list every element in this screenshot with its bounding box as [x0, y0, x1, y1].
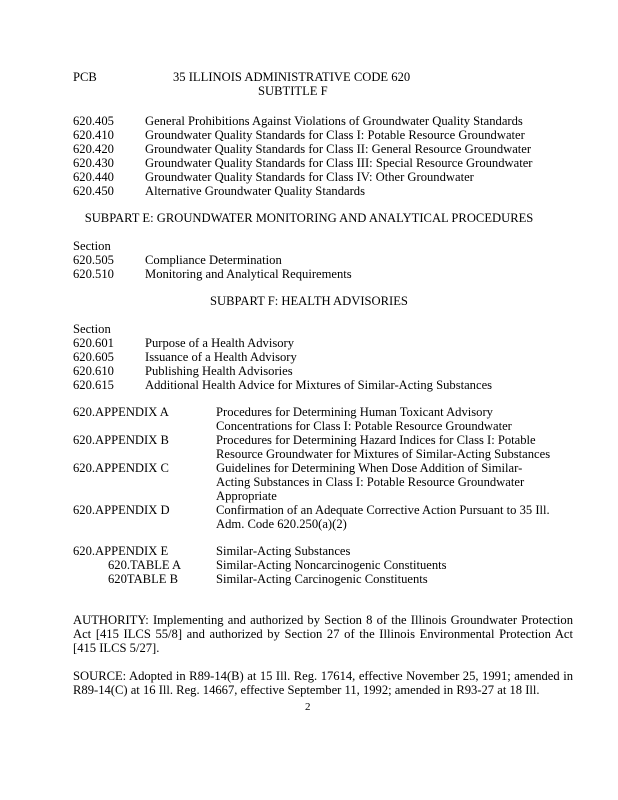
- subpart-e-title: SUBPART E: GROUNDWATER MONITORING AND ANALYTICAL PROCEDURES: [84, 211, 534, 225]
- appendix-label: 620.APPENDIX E: [73, 544, 169, 558]
- appendix-line: Adm. Code 620.250(a)(2): [216, 517, 347, 531]
- appendix-line: Confirmation of an Adequate Corrective Action Pursuant to 35 Ill.: [216, 503, 550, 517]
- section-number: 620.430: [73, 156, 114, 170]
- section-number: 620.505: [73, 253, 114, 267]
- section-title: Issuance of a Health Advisory: [145, 350, 297, 364]
- table-title: Similar-Acting Carcinogenic Constituents: [216, 572, 428, 586]
- appendix-label: 620.APPENDIX D: [73, 503, 170, 517]
- section-title: Groundwater Quality Standards for Class II: General Resource Groundwater: [145, 142, 532, 156]
- section-number: 620.420: [73, 142, 114, 156]
- section-number: 620.610: [73, 364, 114, 378]
- appendix-line: Appropriate: [216, 489, 277, 503]
- appendix-line: Guidelines for Determining When Dose Addition of Similar-: [216, 461, 523, 475]
- section-number: 620.601: [73, 336, 114, 350]
- section-number: 620.405: [73, 114, 114, 128]
- appendix-line: Procedures for Determining Hazard Indices for Class I: Potable: [216, 433, 536, 447]
- subpart-f-title: SUBPART F: HEALTH ADVISORIES: [210, 294, 408, 308]
- section-label: Section: [73, 239, 111, 253]
- appendix-line: Acting Substances in Class I: Potable Resource Groundwater: [216, 475, 525, 489]
- section-title: Purpose of a Health Advisory: [145, 336, 295, 350]
- header-left: PCB: [73, 70, 97, 84]
- table-title: Similar-Acting Noncarcinogenic Constituents: [216, 558, 447, 572]
- appendix-line: Concentrations for Class I: Potable Resource Groundwater: [216, 419, 512, 433]
- table-label: 620.TABLE A: [108, 558, 182, 572]
- appendix-line: Similar-Acting Substances: [216, 544, 351, 558]
- section-title: Additional Health Advice for Mixtures of Similar-Acting Substances: [145, 378, 493, 392]
- page-number: 2: [305, 701, 311, 713]
- table-label: 620TABLE B: [108, 572, 179, 586]
- appendix-label: 620.APPENDIX C: [73, 461, 169, 475]
- appendix-label: 620.APPENDIX B: [73, 433, 169, 447]
- source-paragraph: SOURCE: Adopted in R89-14(B) at 15 Ill. Reg. 17614, effective November 25, 1991; amended in R89-14(C) at 16 Ill. Reg. 14667, effective September 11, 1992; amended in R93-27 at 18 Ill.: [73, 669, 573, 697]
- appendix-label: 620.APPENDIX A: [73, 405, 169, 419]
- section-title: Groundwater Quality Standards for Class III: Special Resource Groundwater: [145, 156, 533, 170]
- authority-paragraph: AUTHORITY: Implementing and authorized by Section 8 of the Illinois Groundwater Protection Act [415 ILCS 55/8] and authorized by Section 27 of the Illinois Environmental Protection Act [415 ILCS 5/27].: [73, 613, 573, 655]
- appendix-line: Procedures for Determining Human Toxicant Advisory: [216, 405, 493, 419]
- header-subtitle: SUBTITLE F: [258, 84, 328, 98]
- section-number: 620.450: [73, 184, 114, 198]
- appendix-line: Resource Groundwater for Mixtures of Similar-Acting Substances: [216, 447, 551, 461]
- header-code: 35 ILLINOIS ADMINISTRATIVE CODE 620: [173, 70, 411, 84]
- section-title: Compliance Determination: [145, 253, 282, 267]
- section-number: 620.615: [73, 378, 114, 392]
- section-number: 620.440: [73, 170, 114, 184]
- section-label: Section: [73, 322, 111, 336]
- section-title: Alternative Groundwater Quality Standards: [145, 184, 365, 198]
- section-title: Groundwater Quality Standards for Class IV: Other Groundwater: [145, 170, 474, 184]
- section-title: General Prohibitions Against Violations of Groundwater Quality Standards: [145, 114, 523, 128]
- section-number: 620.410: [73, 128, 114, 142]
- section-number: 620.510: [73, 267, 114, 281]
- section-number: 620.605: [73, 350, 114, 364]
- section-title: Publishing Health Advisories: [145, 364, 293, 378]
- section-title: Groundwater Quality Standards for Class I: Potable Resource Groundwater: [145, 128, 525, 142]
- section-title: Monitoring and Analytical Requirements: [145, 267, 352, 281]
